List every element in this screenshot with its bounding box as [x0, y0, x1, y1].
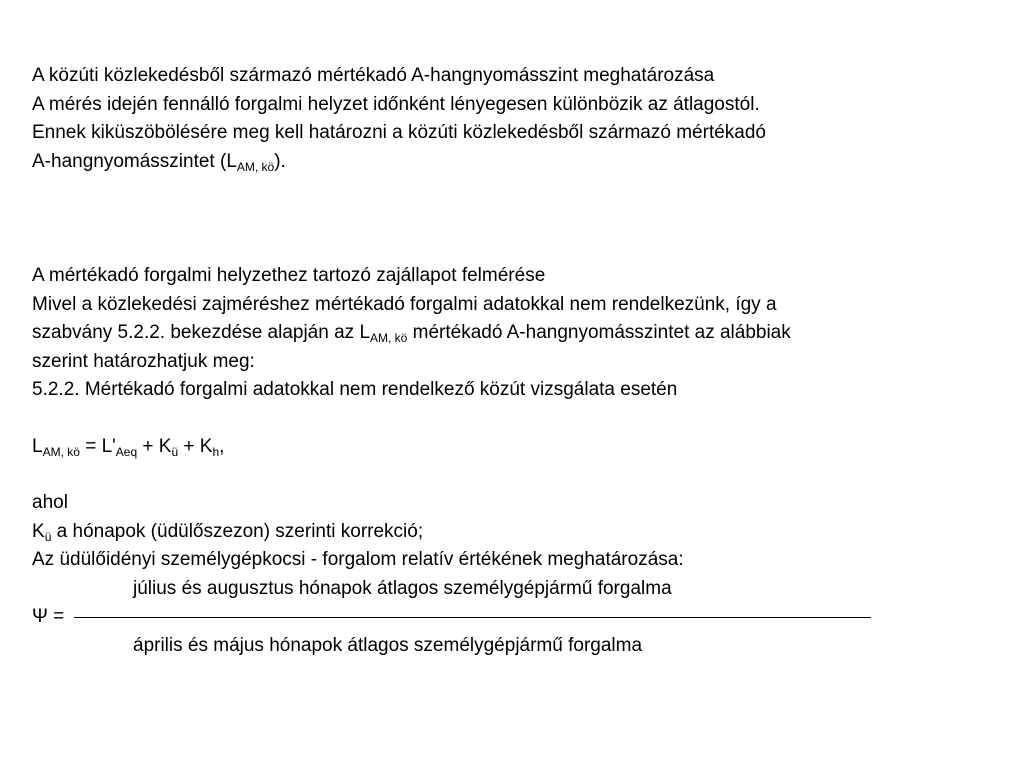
fraction-denominator: április és május hónapok átlagos személygépjármű forgalma	[133, 634, 643, 656]
formula-plus-k1: + K	[137, 435, 172, 457]
formula-l-subscript: AM, kö	[42, 444, 80, 459]
section1-line1: A mérés idején fennálló forgalmi helyzet időnként lényegesen különbözik az átlagostól.	[32, 93, 760, 115]
section2-line2-subscript: AM, kö	[370, 331, 408, 345]
fraction-bar	[74, 617, 871, 618]
k-subscript: ü	[44, 529, 52, 544]
spacer	[32, 461, 992, 489]
section1-heading: A közúti közlekedésből származó mértékadó A-hangnyomásszint meghatározása	[32, 65, 715, 86]
section2-line3: szerint határozhatjuk meg:	[32, 350, 255, 372]
section2-line2-prefix: szabvány 5.2.2. bekezdése alapján az L	[32, 322, 371, 343]
section1-line3	[32, 148, 992, 177]
k-symbol: K	[32, 520, 45, 542]
formula-k2-subscript: h	[212, 444, 220, 459]
section1-line2: Ennek kiküszöbölésére meg kell határozni a közúti közlekedésből származó mértékadó	[32, 122, 766, 143]
fraction-row	[32, 603, 992, 632]
fraction-numerator: július és augusztus hónapok átlagos személygépjármű forgalma	[133, 577, 672, 599]
section1-line3-subscript: AM, kö	[236, 159, 275, 174]
spacer	[32, 405, 992, 433]
formula-aeq-subscript: Aeq	[115, 444, 138, 459]
slide-content	[32, 62, 992, 660]
section2-line2	[32, 319, 992, 348]
section1-line3-suffix: ).	[274, 150, 286, 172]
spacer	[32, 176, 992, 262]
ahol-label: ahol	[32, 492, 68, 513]
section2-line1: Mivel a közlekedési zajméréshez mértékadó forgalmi adatokkal nem rendelkezünk, így a	[32, 293, 777, 315]
section2-line4: 5.2.2. Mértékadó forgalmi adatokkal nem rendelkező közút vizsgálata esetén	[32, 379, 678, 400]
formula-end: ,	[219, 435, 225, 457]
section1-line3-prefix: A-hangnyomásszintet (L	[32, 150, 237, 172]
k-definition	[32, 518, 992, 547]
k-text: a hónapok (üdülőszezon) szerinti korrekció;	[51, 520, 424, 542]
psi-intro: Az üdülőidényi személygépkocsi - forgalom relatív értékének meghatározása:	[32, 549, 684, 570]
formula-eq: = L'	[79, 435, 116, 457]
formula-plus-k2: + K	[178, 435, 213, 457]
formula-k1-subscript: ü	[171, 444, 179, 459]
formula-line	[32, 433, 992, 462]
section2-line2-suffix: mértékadó A-hangnyomásszintet az alábbiak	[407, 322, 791, 343]
formula-l: L	[32, 435, 43, 457]
section2-heading: A mértékadó forgalmi helyzethez tartozó zajállapot felmérése	[32, 265, 546, 286]
psi-symbol: Ψ =	[32, 606, 65, 627]
